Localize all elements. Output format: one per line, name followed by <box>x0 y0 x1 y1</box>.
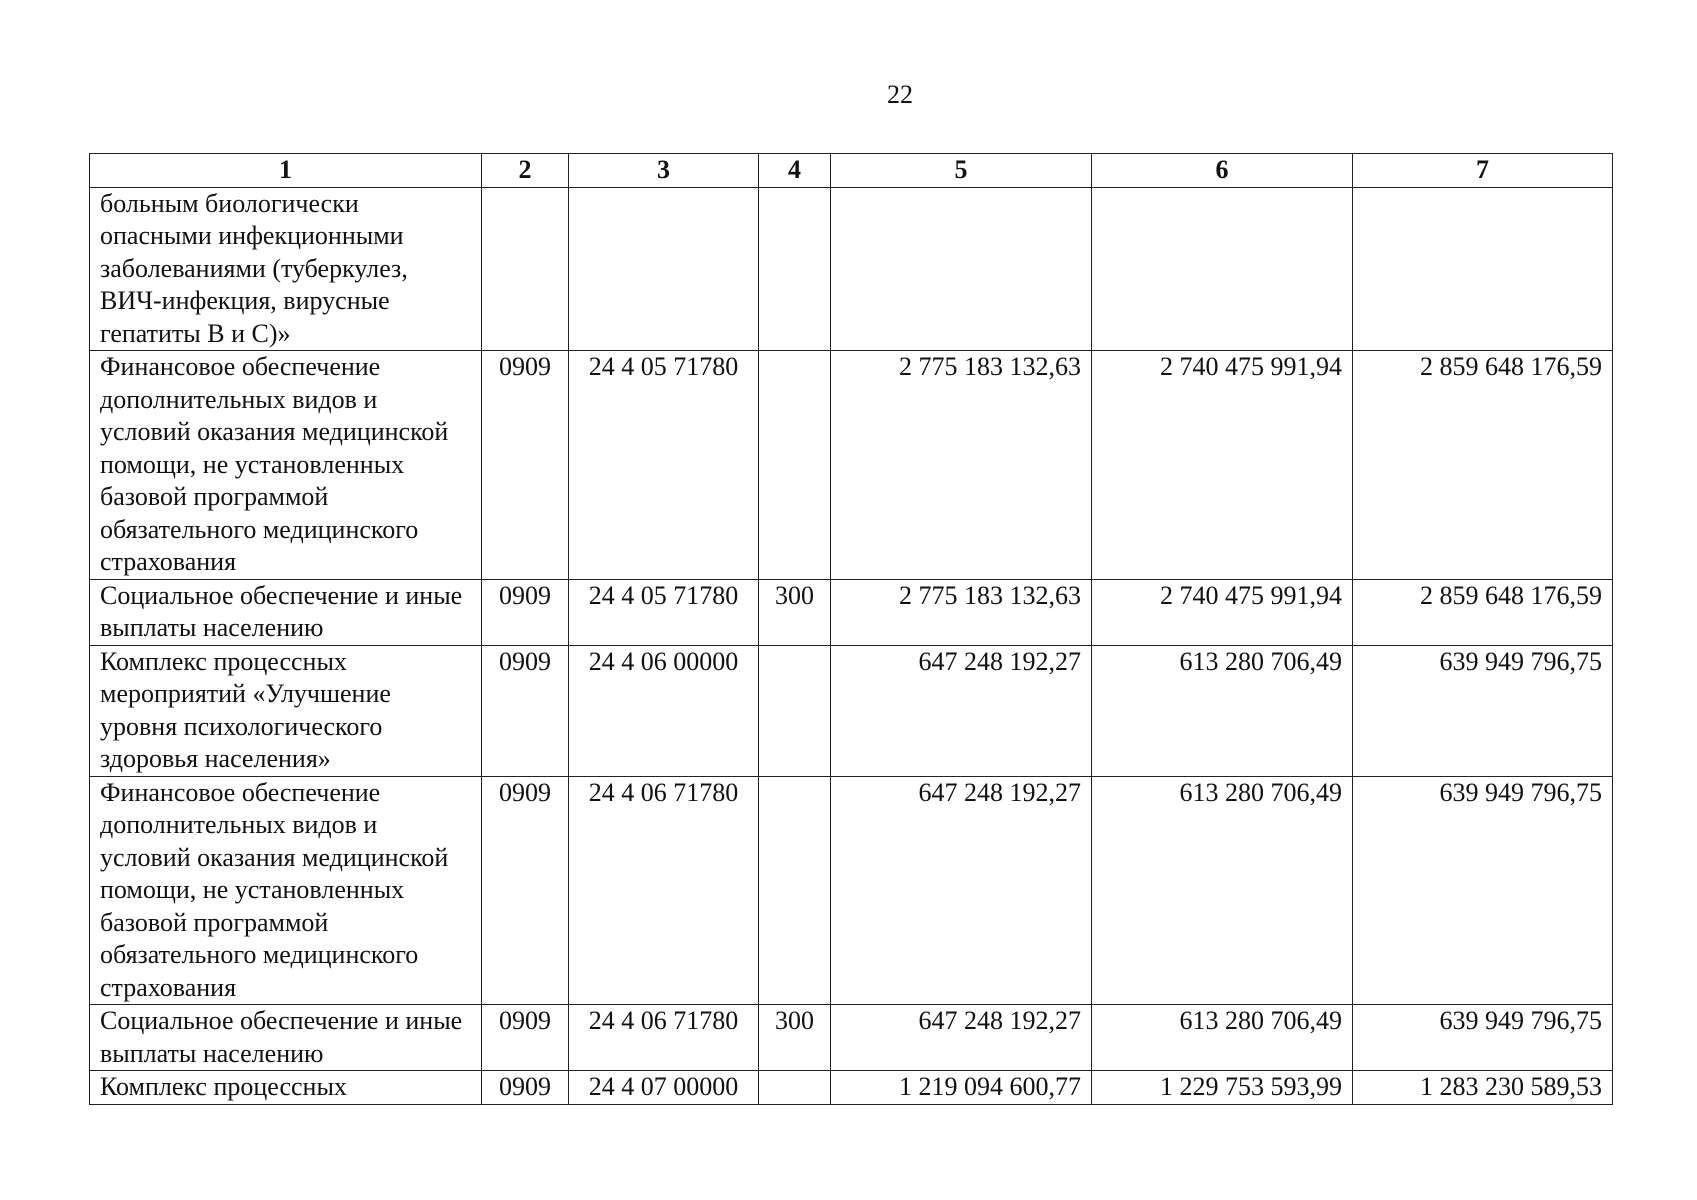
row-target-code: 24 4 07 00000 <box>569 1071 759 1105</box>
row-name: Социальное обеспечение и иные выплаты населению <box>90 1005 482 1071</box>
row-expense-kind <box>759 1071 831 1105</box>
row-section-code: 0909 <box>482 776 569 1005</box>
row-amount-col5: 2 775 183 132,63 <box>831 579 1092 645</box>
column-header-7: 7 <box>1353 154 1613 188</box>
row-expense-kind <box>759 645 831 776</box>
row-amount-col7: 1 283 230 589,53 <box>1353 1071 1613 1105</box>
row-section-code: 0909 <box>482 1071 569 1105</box>
row-amount-col5: 647 248 192,27 <box>831 1005 1092 1071</box>
row-section-code: 0909 <box>482 351 569 580</box>
row-amount-col7: 2 859 648 176,59 <box>1353 351 1613 580</box>
table-row <box>90 579 1613 645</box>
row-amount-col6: 2 740 475 991,94 <box>1092 351 1353 580</box>
row-amount-col6: 2 740 475 991,94 <box>1092 579 1353 645</box>
table-row <box>90 1071 1613 1105</box>
table-row <box>90 645 1613 776</box>
row-section-code: 0909 <box>482 1005 569 1071</box>
row-section-code: 0909 <box>482 579 569 645</box>
row-expense-kind <box>759 351 831 580</box>
row-section-code <box>482 187 569 351</box>
row-amount-col6: 613 280 706,49 <box>1092 776 1353 1005</box>
row-name: Социальное обеспечение и иные выплаты населению <box>90 579 482 645</box>
row-section-code: 0909 <box>482 645 569 776</box>
row-amount-col5: 2 775 183 132,63 <box>831 351 1092 580</box>
row-amount-col5: 647 248 192,27 <box>831 645 1092 776</box>
row-amount-col6: 613 280 706,49 <box>1092 645 1353 776</box>
row-amount-col7: 639 949 796,75 <box>1353 645 1613 776</box>
page-number: 22 <box>887 80 913 109</box>
column-header-6: 6 <box>1092 154 1353 188</box>
row-name: Финансовое обеспечение дополнительных видов и условий оказания медицинской помощи, не установленных базовой программой обязательного медицинского страхования <box>90 351 482 580</box>
row-target-code: 24 4 05 71780 <box>569 579 759 645</box>
column-header-1: 1 <box>90 154 482 188</box>
column-number-row <box>90 154 1613 188</box>
row-amount-col7: 639 949 796,75 <box>1353 776 1613 1005</box>
row-target-code <box>569 187 759 351</box>
row-amount-col6: 613 280 706,49 <box>1092 1005 1353 1071</box>
column-header-2: 2 <box>482 154 569 188</box>
row-amount-col5: 647 248 192,27 <box>831 776 1092 1005</box>
row-expense-kind: 300 <box>759 1005 831 1071</box>
budget-table <box>89 153 1613 1105</box>
table-row <box>90 776 1613 1005</box>
table-row <box>90 187 1613 351</box>
row-amount-col5: 1 219 094 600,77 <box>831 1071 1092 1105</box>
column-header-4: 4 <box>759 154 831 188</box>
column-header-5: 5 <box>831 154 1092 188</box>
row-name: Комплекс процессных мероприятий «Улучшение уровня психологического здоровья населения» <box>90 645 482 776</box>
row-amount-col5 <box>831 187 1092 351</box>
row-amount-col6 <box>1092 187 1353 351</box>
row-name: больным биологически опасными инфекционными заболеваниями (туберкулез, ВИЧ-инфекция, вирусные гепатиты В и С)» <box>90 187 482 351</box>
row-expense-kind: 300 <box>759 579 831 645</box>
row-target-code: 24 4 05 71780 <box>569 351 759 580</box>
column-header-3: 3 <box>569 154 759 188</box>
table-row <box>90 1005 1613 1071</box>
row-expense-kind <box>759 187 831 351</box>
row-amount-col7: 2 859 648 176,59 <box>1353 579 1613 645</box>
row-amount-col7: 639 949 796,75 <box>1353 1005 1613 1071</box>
row-amount-col7 <box>1353 187 1613 351</box>
row-expense-kind <box>759 776 831 1005</box>
row-name: Финансовое обеспечение дополнительных видов и условий оказания медицинской помощи, не установленных базовой программой обязательного медицинского страхования <box>90 776 482 1005</box>
row-target-code: 24 4 06 71780 <box>569 776 759 1005</box>
row-name: Комплекс процессных <box>90 1071 482 1105</box>
table-row <box>90 351 1613 580</box>
row-target-code: 24 4 06 00000 <box>569 645 759 776</box>
row-amount-col6: 1 229 753 593,99 <box>1092 1071 1353 1105</box>
row-target-code: 24 4 06 71780 <box>569 1005 759 1071</box>
